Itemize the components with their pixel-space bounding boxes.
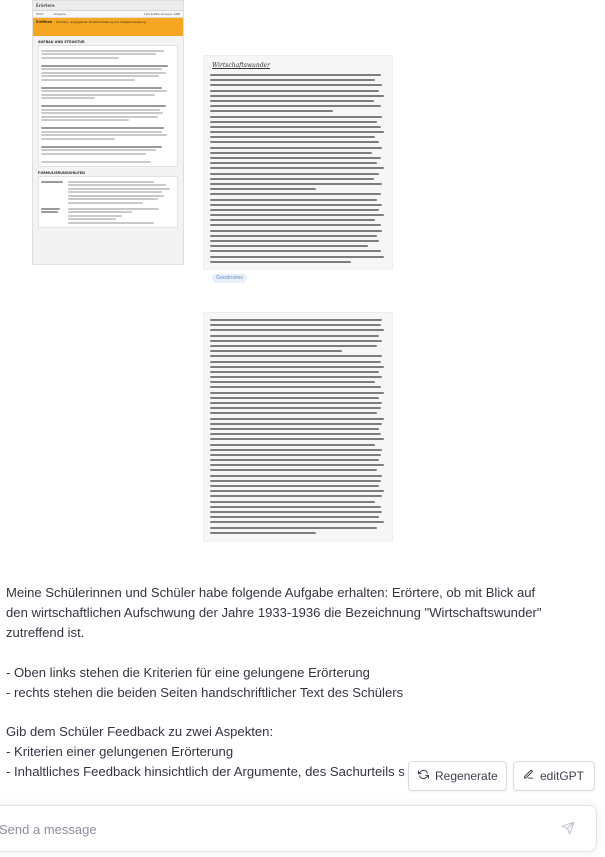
- edit-gpt-label: editGPT: [540, 769, 585, 783]
- regenerate-button[interactable]: [408, 761, 507, 791]
- send-button[interactable]: [557, 819, 579, 841]
- criteria-section-phrases: [38, 171, 178, 228]
- message-line: Gib dem Schüler Feedback zu zwei Aspekten:: [6, 724, 274, 740]
- criteria-section-structure: [38, 40, 178, 167]
- message-line: Meine Schülerinnen und Schüler habe folgende Aufgabe erhalten: Erörtere, ob mit Blick auf: [6, 585, 536, 600]
- message-line: zutreffend ist.: [6, 624, 85, 640]
- criteria-sheet-title: Erörtere: [33, 1, 183, 11]
- criteria-phrases-table: [38, 176, 178, 228]
- send-icon: [561, 821, 575, 840]
- goodnotes-label: Goodnotes: [212, 274, 247, 283]
- message-line: - Oben links stehen die Kriterien für eine gelungene Erörterung: [6, 664, 370, 680]
- message-line: - rechts stehen die beiden Seiten handschriftlicher Text des Schülers: [6, 684, 404, 700]
- criteria-sheet-tab: Lehrkräfte-Gruppe: ARB: [144, 12, 180, 16]
- criteria-section-heading: AUFBAU UND STRUKTUR: [38, 40, 85, 44]
- criteria-section-heading: FORMULIERUNGSHILFEN: [38, 171, 85, 175]
- criteria-sheet-tab: Aufgabe: [53, 12, 66, 16]
- criteria-sheet-image[interactable]: [32, 0, 184, 265]
- message-line: den wirtschaftlichen Aufschwung der Jahre 1933-1936 die Bezeichnung "Wirtschaftswunder": [6, 604, 542, 620]
- handwritten-text-lines: [210, 319, 386, 537]
- handwritten-page-1[interactable]: [203, 55, 393, 270]
- handwritten-text-lines: [210, 74, 386, 266]
- handwritten-page-2[interactable]: [203, 312, 393, 542]
- criteria-sheet-tab: Start: [36, 12, 44, 16]
- message-input[interactable]: [0, 819, 539, 839]
- user-message: [6, 583, 602, 782]
- criteria-sheet-banner-text: Erörtern, engagierter Problemstellung ein Aufgabenstellung: [56, 20, 146, 24]
- message-composer: [0, 805, 597, 852]
- refresh-icon: [418, 769, 429, 783]
- message-line: - Kriterien einer gelungenen Erörterung: [6, 744, 234, 760]
- handwritten-heading: Wirtschaftswunder: [212, 62, 270, 69]
- criteria-sheet-tabs: [33, 11, 183, 18]
- pencil-icon: [523, 769, 534, 783]
- edit-gpt-button[interactable]: [513, 761, 595, 791]
- criteria-sheet-banner-label: Eröffnen: [36, 20, 53, 24]
- criteria-text-block: [38, 45, 178, 167]
- message-line: - Inhaltliches Feedback hinsichtlich der Argumente, des Sachurteils s: [6, 764, 405, 780]
- criteria-sheet-banner: [33, 18, 183, 36]
- regenerate-label: Regenerate: [435, 769, 498, 783]
